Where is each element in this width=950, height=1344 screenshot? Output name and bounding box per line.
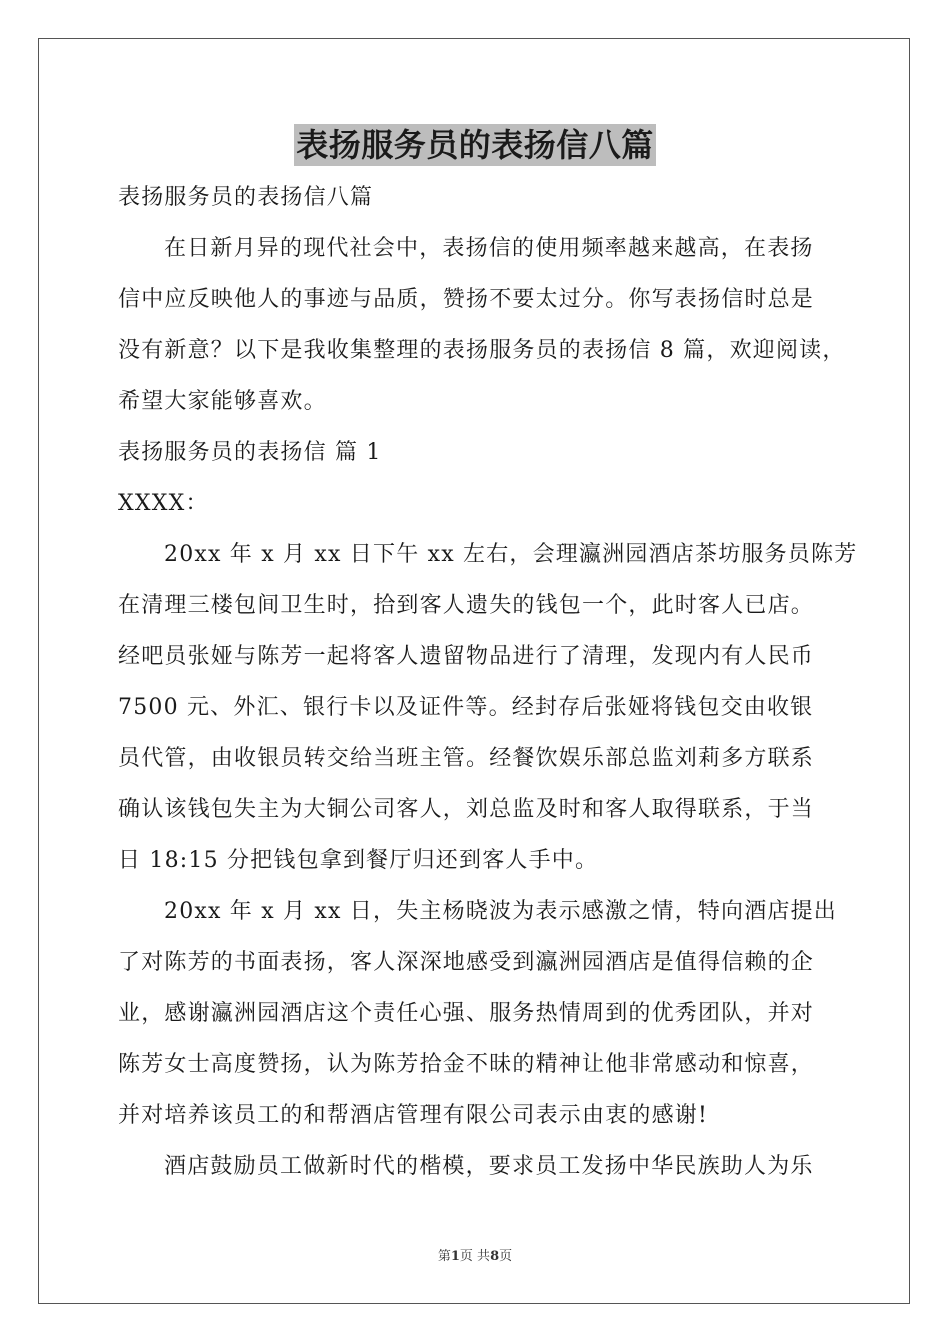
text-line: 并对培养该员工的和帮酒店管理有限公司表示由衷的感谢! xyxy=(118,1103,709,1128)
footer-middle: 页 共 xyxy=(459,1249,491,1264)
text-line: 日 18:15 分把钱包拿到餐厅归还到客人手中。 xyxy=(118,848,599,873)
footer-prefix: 第 xyxy=(437,1249,451,1264)
text-line: 经吧员张娅与陈芳一起将客人遗留物品进行了清理，发现内有人民币 xyxy=(118,644,815,669)
section-heading: 表扬服务员的表扬信 篇 1 xyxy=(118,440,382,465)
text-line: 信中应反映他人的事迹与品质，赞扬不要太过分。你写表扬信时总是 xyxy=(118,287,815,312)
title-container xyxy=(0,124,950,166)
text-line: 没有新意？以下是我收集整理的表扬服务员的表扬信 8 篇，欢迎阅读， xyxy=(118,338,846,363)
text-line: 员代管，由收银员转交给当班主管。经餐饮娱乐部总监刘莉多方联系 xyxy=(118,746,815,771)
text-line: 7500 元、外汇、银行卡以及证件等。经封存后张娅将钱包交由收银 xyxy=(118,695,814,720)
text-line: 业，感谢瀛洲园酒店这个责任心强、服务热情周到的优秀团队，并对 xyxy=(118,1001,815,1026)
text-line: 20xx 年 x 月 xx 日下午 xx 左右，会理瀛洲园酒店茶坊服务员陈芳 xyxy=(164,542,858,567)
text-line: 陈芳女士高度赞扬，认为陈芳拾金不昧的精神让他非常感动和惊喜， xyxy=(118,1052,815,1077)
text-line: 在清理三楼包间卫生时，拾到客人遗失的钱包一个，此时客人已店。 xyxy=(118,593,815,618)
text-line: 酒店鼓励员工做新时代的楷模，要求员工发扬中华民族助人为乐 xyxy=(164,1154,814,1179)
text-line: 20xx 年 x 月 xx 日，失主杨晓波为表示感激之情，特向酒店提出 xyxy=(164,899,837,924)
document-body xyxy=(118,172,858,1192)
document-title: 表扬服务员的表扬信八篇 xyxy=(296,126,654,164)
salutation: XXXX： xyxy=(118,491,209,516)
current-page-number: 1 xyxy=(450,1249,460,1264)
total-page-count: 8 xyxy=(490,1249,500,1264)
text-line: 在日新月异的现代社会中，表扬信的使用频率越来越高，在表扬 xyxy=(164,236,814,261)
footer-suffix: 页 xyxy=(499,1249,513,1264)
text-line: 希望大家能够喜欢。 xyxy=(118,389,327,414)
text-line: 了对陈芳的书面表扬，客人深深地感受到瀛洲园酒店是值得信赖的企 xyxy=(118,950,815,975)
text-line: 确认该钱包失主为大铜公司客人，刘总监及时和客人取得联系，于当 xyxy=(118,797,815,822)
subtitle-line: 表扬服务员的表扬信八篇 xyxy=(118,185,374,210)
page-footer xyxy=(0,1245,950,1264)
